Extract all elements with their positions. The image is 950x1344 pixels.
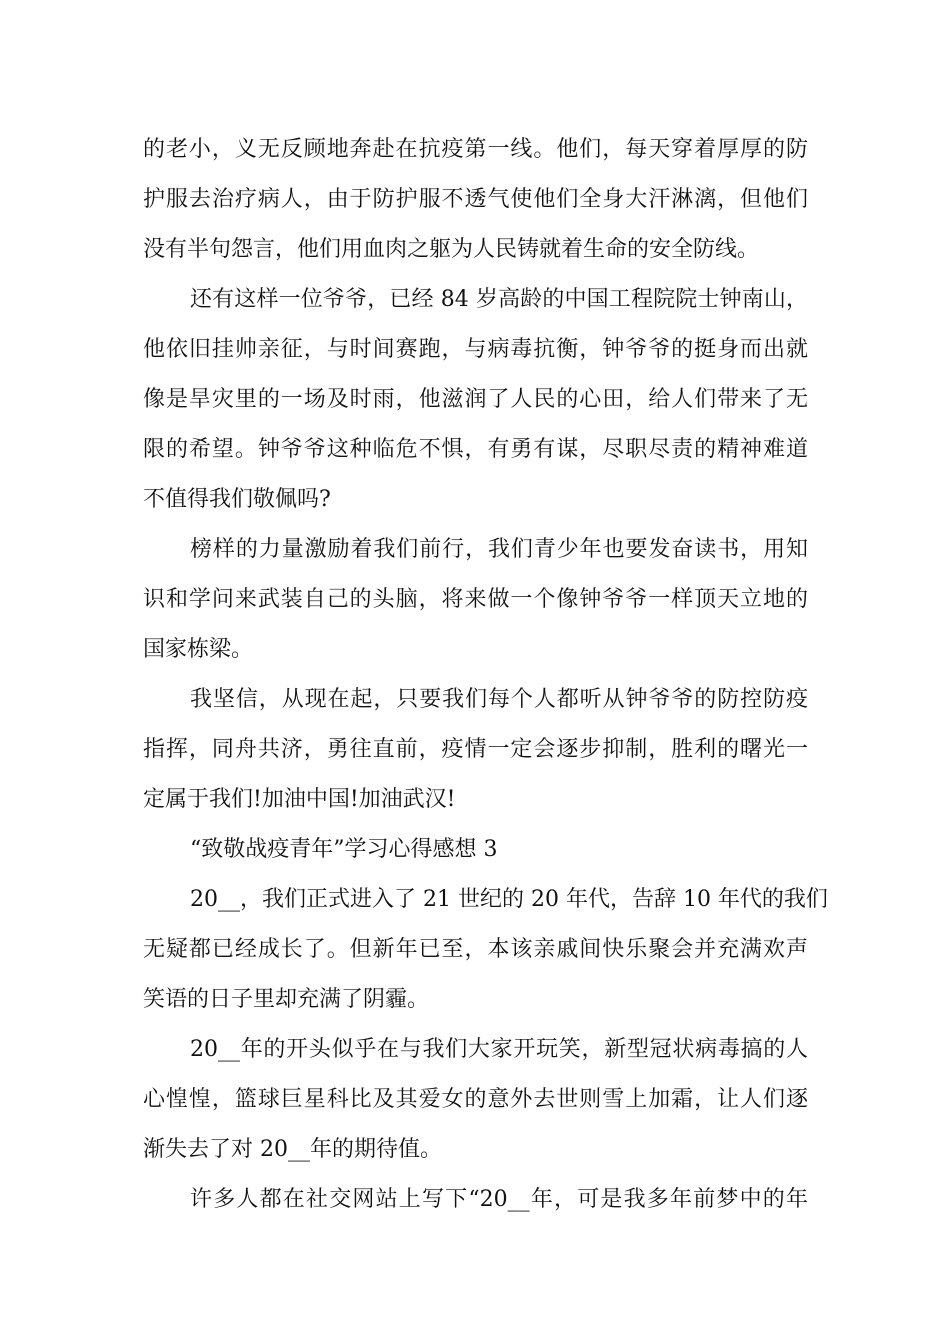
paragraph-line: 不值得我们敬佩吗? [143,487,331,512]
paragraph-line: 榜样的力量激励着我们前行，我们青少年也要发奋读书，用知 [190,537,808,562]
paragraph-line: 他依旧挂帅亲征，与时间赛跑，与病毒抗衡，钟爷爷的挺身而出就 [143,337,808,362]
paragraph-line: 无疑都已经成长了。但新年已至，本该亲戚间快乐聚会并充满欢声 [143,937,808,962]
section-heading: “致敬战疫青年”学习心得感想 3 [190,837,498,862]
paragraph-line: 护服去治疗病人，由于防护服不透气使他们全身大汗淋漓，但他们 [143,187,808,212]
paragraph-line: 心惶惶，篮球巨星科比及其爱女的意外去世则雪上加霜，让人们逐 [143,1087,808,1112]
paragraph-line: 还有这样一位爷爷，已经 84 岁高龄的中国工程院院士钟南山， [190,287,808,312]
paragraph-line: 像是旱灾里的一场及时雨，他滋润了人民的心田，给人们带来了无 [143,387,808,412]
paragraph-line: 20__，我们正式进入了 21 世纪的 20 年代，告辞 10 年代的我们 [190,887,828,912]
paragraph-line: 的老小，义无反顾地奔赴在抗疫第一线。他们，每天穿着厚厚的防 [143,137,808,162]
paragraph-line: 许多人都在社交网站上写下“20__年，可是我多年前梦中的年 [190,1187,808,1212]
paragraph-line: 指挥，同舟共济，勇往直前，疫情一定会逐步抑制，胜利的曙光一 [143,737,808,762]
paragraph-line: 识和学问来武装自己的头脑，将来做一个像钟爷爷一样顶天立地的 [143,587,808,612]
paragraph-line: 限的希望。钟爷爷这种临危不惧，有勇有谋，尽职尽责的精神难道 [143,437,808,462]
paragraph-line: 笑语的日子里却充满了阴霾。 [143,987,430,1012]
paragraph-line: 我坚信，从现在起，只要我们每个人都听从钟爷爷的防控防疫 [190,687,808,712]
paragraph-line: 国家栋梁。 [143,637,254,662]
paragraph-line: 没有半句怨言，他们用血肉之躯为人民铸就着生命的安全防线。 [143,237,760,262]
paragraph-line: 20__年的开头似乎在与我们大家开玩笑，新型冠状病毒搞的人 [190,1037,808,1062]
paragraph-line: 渐失去了对 20__年的期待值。 [143,1137,442,1162]
paragraph-line: 定属于我们!加油中国!加油武汉! [143,787,456,812]
